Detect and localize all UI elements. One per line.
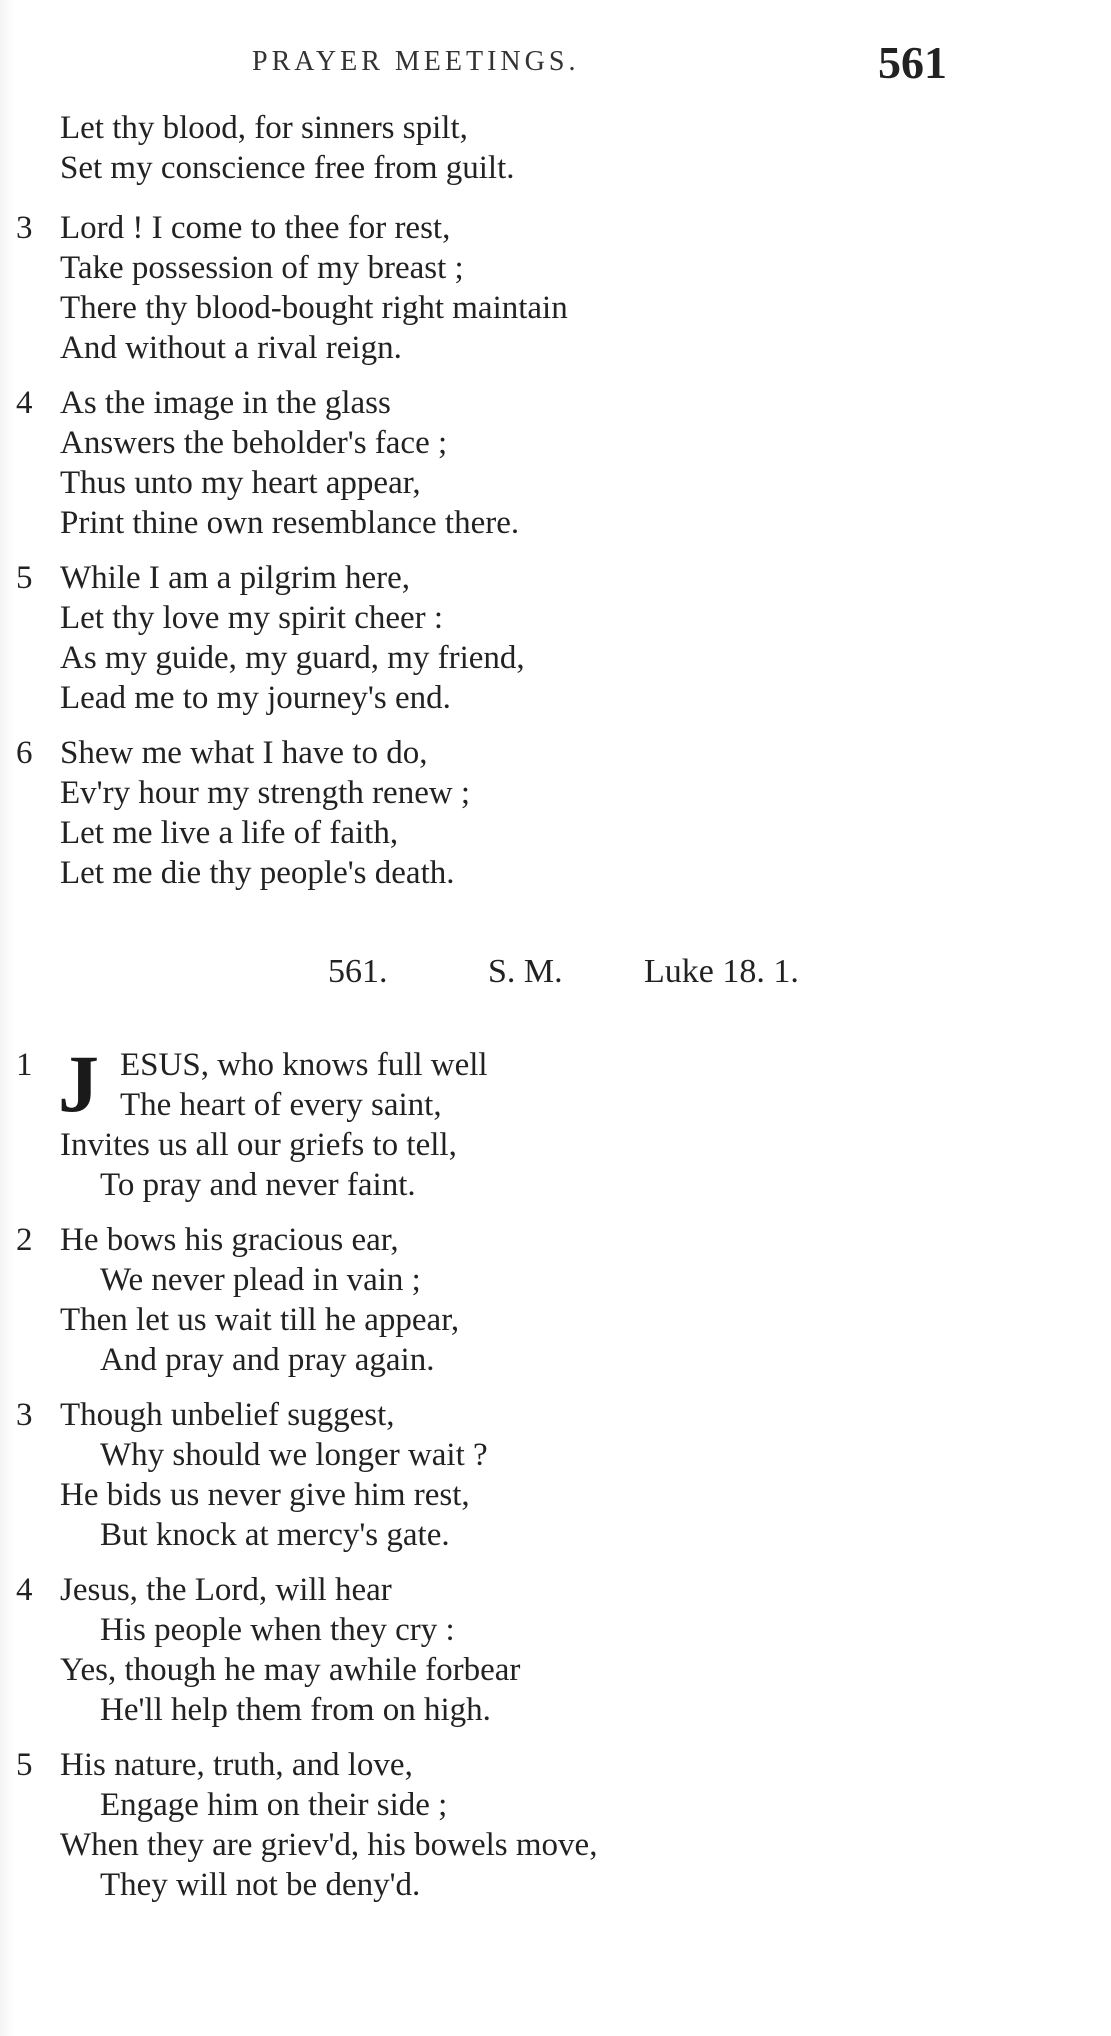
prev-verse-continuation [0, 108, 1100, 188]
verse-line: 4 As the image in the glass [16, 385, 391, 421]
page-number: 561 [878, 37, 947, 88]
verse-line: And without a rival reign. [60, 330, 402, 366]
verse-number: 3 [16, 210, 33, 246]
verse-line: 3 Though unbelief suggest, [16, 1397, 395, 1433]
hymn-verse-1 [0, 1038, 1100, 1205]
verse-line: His people when they cry : [100, 1612, 455, 1648]
verse-line: Then let us wait till he appear, [60, 1302, 460, 1338]
verse-line: 6 Shew me what I have to do, [16, 735, 428, 771]
verse-line: Set my conscience free from guilt. [60, 150, 515, 186]
hymn-verse-3 [0, 1395, 1100, 1555]
prev-verse-4 [0, 383, 1100, 543]
verse-number: 5 [16, 1747, 33, 1783]
verse-number: 4 [16, 385, 33, 421]
verse-line: We never plead in vain ; [100, 1262, 421, 1298]
hymn-number: 561. [328, 953, 388, 990]
verse-line: Let thy blood, for sinners spilt, [60, 110, 468, 146]
verse-line: Take possession of my breast ; [60, 250, 464, 286]
hymn-verse-2 [0, 1220, 1100, 1380]
verse-line: There thy blood-bought right maintain [60, 290, 568, 326]
verse-line: Yes, though he may awhile forbear [60, 1652, 521, 1688]
verse-line: Let me live a life of faith, [60, 815, 399, 851]
verse-line: 2 He bows his gracious ear, [16, 1222, 399, 1258]
verse-line: They will not be deny'd. [100, 1867, 421, 1903]
verse-number: 4 [16, 1572, 33, 1608]
prev-verse-6 [0, 733, 1100, 893]
verse-line: When they are griev'd, his bowels move, [60, 1827, 598, 1863]
verse-line: Let me die thy people's death. [60, 855, 455, 891]
verse-line: He'll help them from on high. [100, 1692, 491, 1728]
running-header: PRAYER MEETINGS. [252, 46, 580, 77]
verse-number: 6 [16, 735, 33, 771]
verse-line: Print thine own resemblance there. [60, 505, 520, 541]
verse-line: Lead me to my journey's end. [60, 680, 451, 716]
hymn-verse-5 [0, 1745, 1100, 1905]
verse-line: Invites us all our griefs to tell, [60, 1127, 457, 1163]
verse-line: The heart of every saint, [120, 1087, 442, 1123]
verse-line: As my guide, my guard, my friend, [60, 640, 525, 676]
verse-line: 5 While I am a pilgrim here, [16, 560, 411, 596]
verse-line: Engage him on their side ; [100, 1787, 448, 1823]
verse-number: 3 [16, 1397, 33, 1433]
verse-line: Thus unto my heart appear, [60, 465, 421, 501]
drop-cap: J [58, 1038, 99, 1129]
hymn-meter: S. M. [488, 953, 563, 990]
hymn-verse-4 [0, 1570, 1100, 1730]
verse-number: 2 [16, 1222, 33, 1258]
verse-number: 1 [16, 1047, 33, 1083]
verse-line: Why should we longer wait ? [100, 1437, 488, 1473]
scripture-reference: Luke 18. 1. [644, 953, 799, 990]
verse-line: 3 Lord ! I come to thee for rest, [16, 210, 451, 246]
verse-line: To pray and never faint. [100, 1167, 416, 1203]
verse-line: Ev'ry hour my strength renew ; [60, 775, 471, 811]
verse-number: 5 [16, 560, 33, 596]
verse-line: And pray and pray again. [100, 1342, 435, 1378]
verse-line: He bids us never give him rest, [60, 1477, 470, 1513]
prev-verse-5 [0, 558, 1100, 718]
verse-line: Let thy love my spirit cheer : [60, 600, 444, 636]
verse-line: Answers the beholder's face ; [60, 425, 448, 461]
hymn-heading [0, 953, 1100, 1003]
verse-line: 1 J ESUS, who knows full well [16, 1038, 488, 1129]
verse-line: 4 Jesus, the Lord, will hear [16, 1572, 392, 1608]
verse-line: But knock at mercy's gate. [100, 1517, 450, 1553]
verse-line: 5 His nature, truth, and love, [16, 1747, 413, 1783]
prev-verse-3 [0, 208, 1100, 368]
